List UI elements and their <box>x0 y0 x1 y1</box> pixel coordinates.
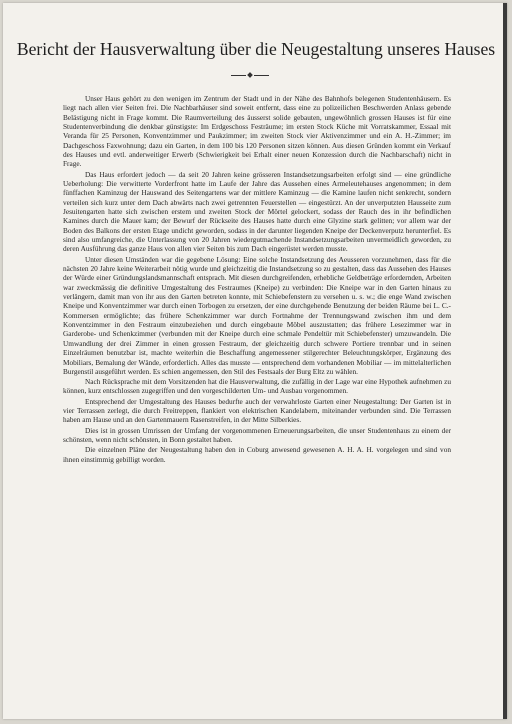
document-page <box>3 3 507 719</box>
paragraph: Unter diesen Umständen war die gegebene Lösung: Eine solche Instandsetzung des Aeusseren vorzunehmen, dass für die nächsten 20 Jahre keine Weiterarbeit nötig wurde und gleichzeitig die Instandsetzung so zu gestalten, dass das Aussehen des Hauses der Würde einer Gründungslandsmannschaft entsprach. Mit diesen durchgreifenden, erhebliche Geldbeträge erfordernden, Arbeiten war zweckmässig die definitive Umgestaltung des Festraumes (Kneipe) zu verbinden: Die Kneipe war in den Garten hinaus zu verlängern, damit man von ihr aus den Garten betreten konnte, mit Schiebefenstern zu versehen u. s. w.; die enge Wand zwischen Kneipe und Konventzimmer war durch einen Torbogen zu ersetzen, der eine durchgehende Benutzung der beiden Räume bei L. C.-Kommersen ermöglichte; das frühere Schenkzimmer war durch Fortnahme der Trennungswand zwischen ihm und dem Konventzimmer in den Festraum einzubeziehen und durch eingebaute Möbel auszustatten; das frühere Lesezimmer war in Garderobe- und Schenkzimmer (verbunden mit der Kneipe durch eine schmale Pendeltür mit Schiebefenster) umzuwandeln. Die Umwandlung der drei Zimmer in einen grossen Festraum, der gleichzeitig durch schwere Portiere trennbar und in seinen Einzelräumen benutzbar ist, machte weiterhin die Beschaffung angemessener stilgerechter Beleuchtungskörper, Ergänzung des Mobiliars, Bemalung der Wände, erforderlich. Alles das musste — entsprechend dem vorhandenen Mobiliar — im mittelalterlichen Burgenstil ausgeführt werden. Es schien angemessen, den Stil des Festsaals der Burg Eltz zu wählen. <box>63 254 451 376</box>
paragraph: Entsprechend der Umgestaltung des Hauses bedurfte auch der verwahrloste Garten einer Neugestaltung: Der Garten ist in vier Terrassen zerlegt, die durch Freitreppen, flankiert von elektrischen Kandelabern, miteinander verbunden sind. Die Terrassen haben am Hause und an den Gartenmauern Rasenstreifen, in der Mitte Silberkies. <box>63 396 451 425</box>
ornament-rule-right <box>254 75 269 76</box>
paragraph: Unser Haus gehört zu den wenigen im Zentrum der Stadt und in der Nähe des Bahnhofs belegenen Studentenhäusern. Es liegt nach allen vier Seiten frei. Die Nachbarhäuser sind soweit entfernt, dass eine zu polizeilichen Beschwerden Anlass gebende Belästigung nicht in Frage kommt. Die Raumverteilung des äusserst solide gebauten, ungewöhnlich grossen Hauses ist für eine Studentenverbindung die denkbar günstigste: Im Erdgeschoss Festräume; im ersten Stock Küche mit Vorratskammer, Essaal mit Veranda für 25 Personen, Konventzimmer und Paukzimmer; im zweiten Stock vier Aktivenzimmer und ein A. H.-Zimmer; im Dachgeschoss Faxwohnung; dazu ein Garten, in dem 100 bis 120 Personen sitzen können. Aus diesen Gründen kommt ein Verkauf des Hauses und evtl. anderweitiger Erwerb (Schwierigkeit bei Erhalt einer neuen Konzession durch die Nachbarschaft) nicht in Frage. <box>63 94 451 169</box>
paragraph: Die einzelnen Pläne der Neugestaltung haben den in Coburg anwesend gewesenen A. H. A. H. vorgelegen und sind von ihnen einstimmig gebilligt worden. <box>63 445 451 464</box>
body-text <box>63 94 451 465</box>
binding-edge <box>503 3 507 719</box>
ornament-diamond <box>247 72 253 78</box>
paragraph: Dies ist in grossen Umrissen der Umfang der vorgenommenen Erneuerungsarbeiten, die unser Studentenhaus zu einem der schönsten, wenn nicht schönsten, in Bonn gestaltet haben. <box>63 425 451 445</box>
title-ornament <box>231 73 269 77</box>
ornament-rule-left <box>231 75 246 76</box>
paragraph: Das Haus erfordert jedoch — da seit 20 Jahren keine grösseren Instandsetzungsarbeiten erfolgt sind — eine gründliche Ueberholung: Die verwitterte Vorderfront hatte im Laufe der Jahre das Aussehen eines Armeleutehauses angenommen; in dem fünffachen Kaminzug der Hauswand des Seitengartens war der mittlere Kaminzug — die Kamine laufen nicht senkrecht, sondern verteilen sich kurz unter dem Dach abwärts nach zwei getrennten Feuerstellen — eingestürzt. An der unverputzten Hausseite zum Jesuitengarten hatte sich zwischen erstem und zweiten Stock der Mörtel gelockert, sodass der Rauch des in ihr befindlichen Kamines durch die Mauer kam; der Bewurf der Rückseite des Hauses hatte durch eine Glyzine stark gelitten; vor allem war der Boden des Balkons der ersten Etage undicht geworden, sodass in der darunter liegenden Kneipe der Deckenverputz herunterfiel. Es sind also umfangreiche, die Unterlassung von 20 Jahren wiedergutmachende Instandsetzungsarbeiten unvermeidlich geworden, zu deren Ausführung das ganze Haus von allen vier Seiten bis zum Dach eingerüstet werden musste. <box>63 169 451 254</box>
paragraph: Nach Rücksprache mit dem Vorsitzenden hat die Hausverwaltung, die zufällig in der Lage war eine Hypothek aufnehmen zu können, kurz entschlossen zugegriffen und den vorgeschilderten Um- und Ausbau vorgenommen. <box>63 377 451 396</box>
page-title: Bericht der Hausverwaltung über die Neugestaltung unseres Hauses <box>16 39 496 59</box>
